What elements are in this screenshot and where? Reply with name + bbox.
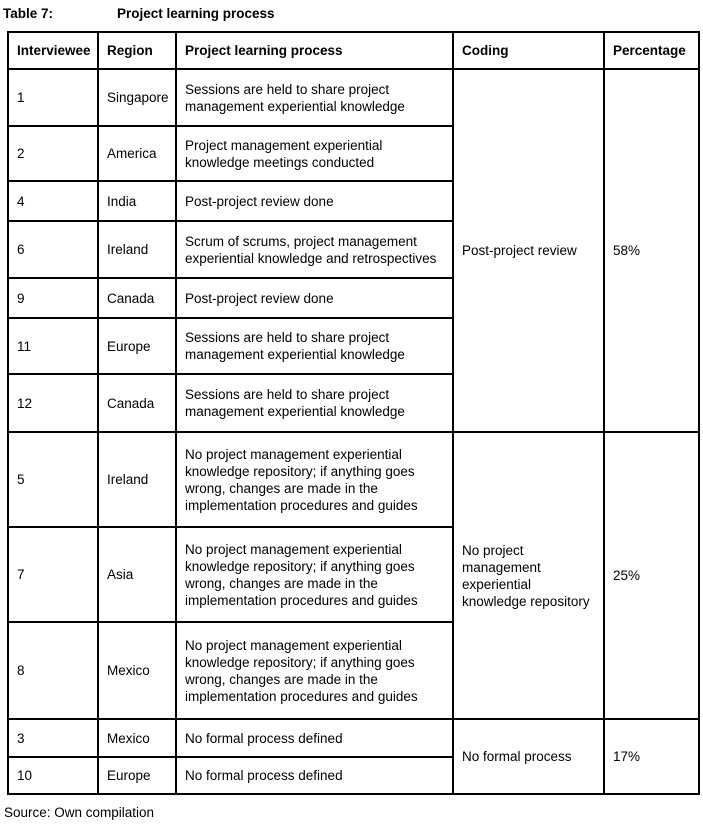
cell-process: Project management experiential knowledge meetings conducted xyxy=(176,126,453,181)
cell-percentage: 25% xyxy=(604,432,699,719)
column-header-interviewee: Interviewee xyxy=(8,32,98,69)
cell-interviewee: 7 xyxy=(8,527,98,622)
cell-region: India xyxy=(98,181,176,221)
cell-coding: No formal process xyxy=(453,719,604,794)
cell-interviewee: 4 xyxy=(8,181,98,221)
cell-percentage: 17% xyxy=(604,719,699,794)
cell-process: Post-project review done xyxy=(176,181,453,221)
cell-interviewee: 12 xyxy=(8,374,98,432)
cell-coding: Post-project review xyxy=(453,69,604,432)
table-row xyxy=(8,432,699,527)
cell-percentage: 58% xyxy=(604,69,699,432)
cell-region: Ireland xyxy=(98,221,176,278)
column-header-percentage: Percentage xyxy=(604,32,699,69)
table-caption-label: Table 7: xyxy=(3,6,54,21)
cell-process: No formal process defined xyxy=(176,757,453,794)
cell-interviewee: 9 xyxy=(8,278,98,318)
cell-region: Singapore xyxy=(98,69,176,126)
cell-region: Canada xyxy=(98,374,176,432)
cell-process: Scrum of scrums, project management experiential knowledge and retrospectives xyxy=(176,221,453,278)
cell-interviewee: 8 xyxy=(8,622,98,719)
cell-region: Ireland xyxy=(98,432,176,527)
cell-interviewee: 2 xyxy=(8,126,98,181)
cell-interviewee: 6 xyxy=(8,221,98,278)
column-header-region: Region xyxy=(98,32,176,69)
source-note: Source: Own compilation xyxy=(4,805,155,820)
cell-process: Sessions are held to share project management experiential knowledge xyxy=(176,69,453,126)
table-row xyxy=(8,69,699,126)
cell-interviewee: 3 xyxy=(8,719,98,757)
table-row xyxy=(8,719,699,757)
cell-interviewee: 5 xyxy=(8,432,98,527)
cell-process: Sessions are held to share project management experiential knowledge xyxy=(176,318,453,374)
cell-process: No project management experiential knowledge repository; if anything goes wrong, changes are made in the implementation procedures and guides xyxy=(176,432,453,527)
cell-coding: No project management experiential knowledge repository xyxy=(453,432,604,719)
table-caption-title: Project learning process xyxy=(117,6,275,21)
cell-process: No formal process defined xyxy=(176,719,453,757)
cell-process: Sessions are held to share project management experiential knowledge xyxy=(176,374,453,432)
table-caption xyxy=(3,4,703,31)
cell-interviewee: 10 xyxy=(8,757,98,794)
cell-region: Europe xyxy=(98,757,176,794)
cell-interviewee: 11 xyxy=(8,318,98,374)
cell-region: Mexico xyxy=(98,719,176,757)
cell-process: Post-project review done xyxy=(176,278,453,318)
cell-region: Canada xyxy=(98,278,176,318)
cell-region: Mexico xyxy=(98,622,176,719)
cell-region: Europe xyxy=(98,318,176,374)
cell-region: Asia xyxy=(98,527,176,622)
cell-interviewee: 1 xyxy=(8,69,98,126)
cell-process: No project management experiential knowledge repository; if anything goes wrong, changes are made in the implementation procedures and guides xyxy=(176,622,453,719)
cell-process: No project management experiential knowledge repository; if anything goes wrong, changes are made in the implementation procedures and guides xyxy=(176,527,453,622)
header-row xyxy=(8,32,699,69)
project-learning-table xyxy=(7,31,700,795)
cell-region: America xyxy=(98,126,176,181)
column-header-coding: Coding xyxy=(453,32,604,69)
column-header-process: Project learning process xyxy=(176,32,453,69)
